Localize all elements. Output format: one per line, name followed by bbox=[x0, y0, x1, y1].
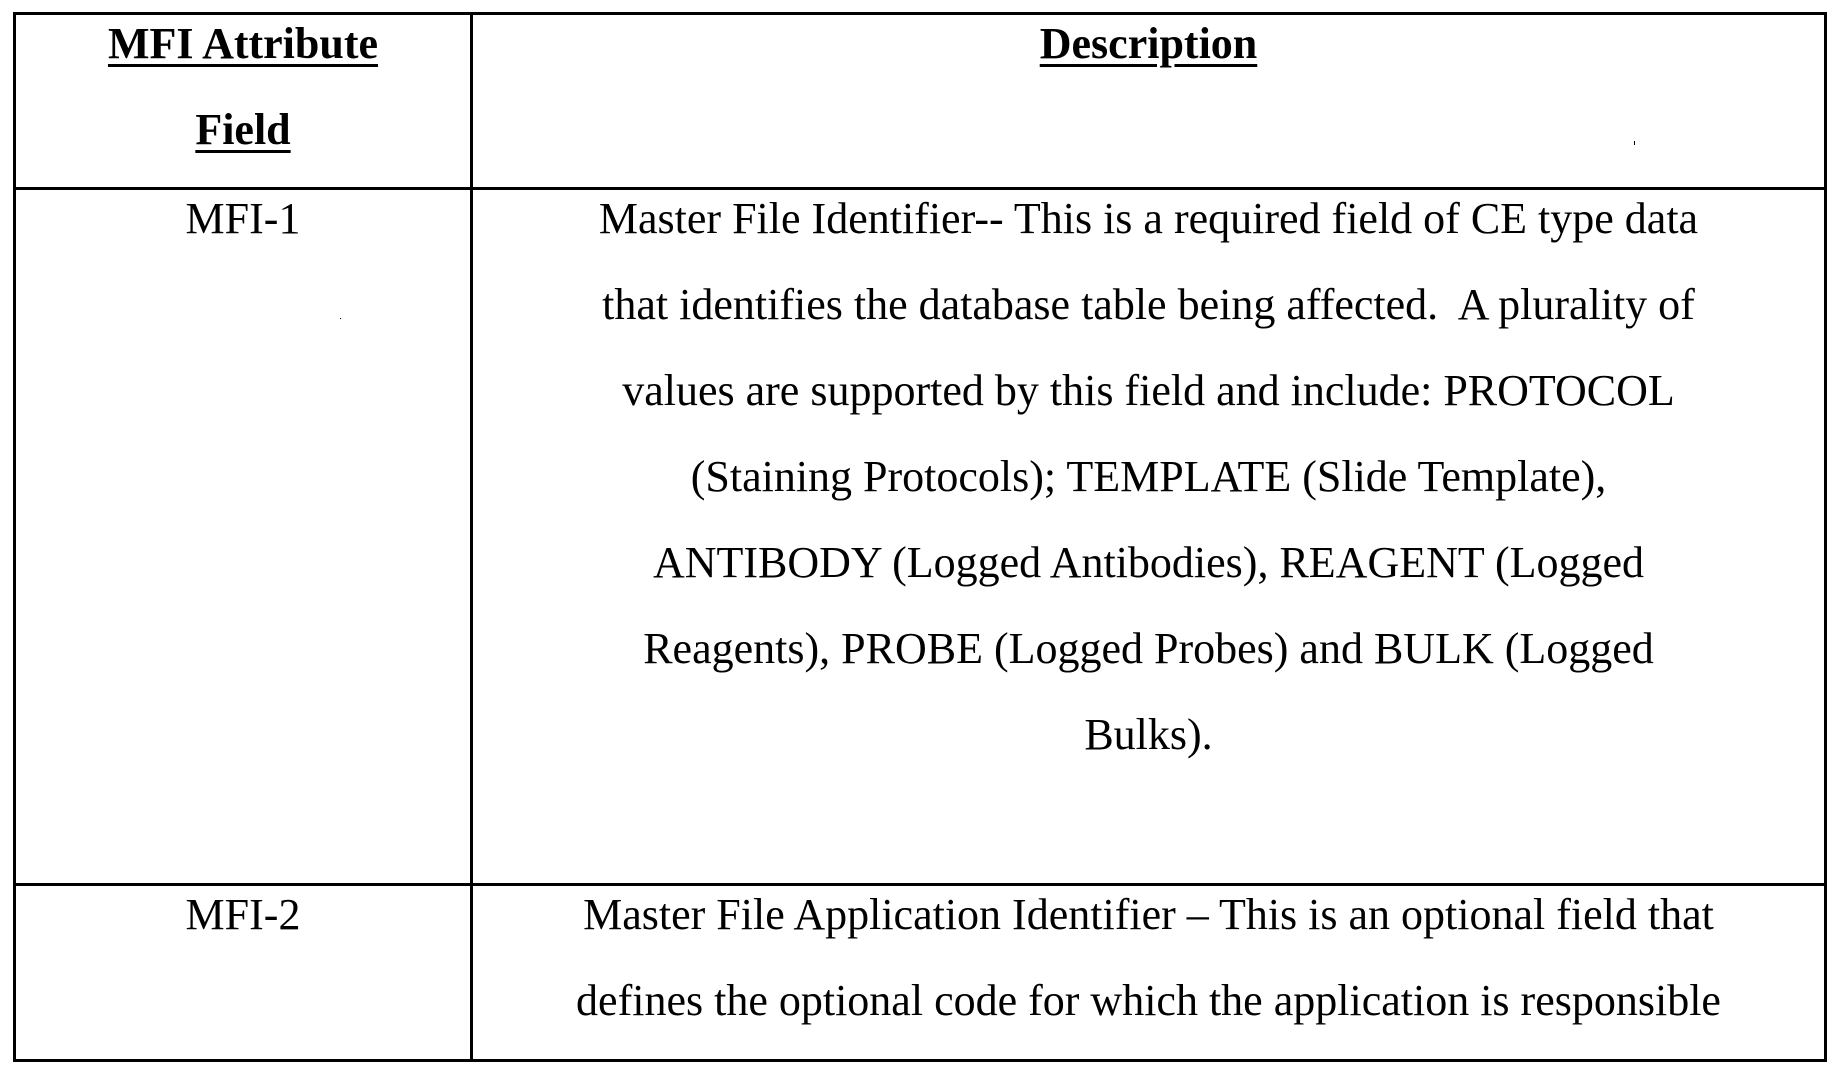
description-line: (Staining Protocols); TEMPLATE (Slide Template), bbox=[690, 452, 1607, 501]
field-cell bbox=[16, 886, 473, 1059]
header-cell-description bbox=[473, 15, 1824, 187]
description-line: Master File Application Identifier – This is an optional field that bbox=[583, 890, 1714, 939]
scan-speck bbox=[1634, 141, 1635, 145]
scan-speck bbox=[340, 318, 341, 319]
field-cell bbox=[16, 190, 473, 883]
description-line: Bulks). bbox=[1084, 710, 1213, 759]
description-line: Master File Identifier-- This is a required field of CE type data bbox=[598, 194, 1699, 243]
description-text bbox=[473, 190, 1824, 778]
table-header-row bbox=[16, 15, 1824, 190]
table-row bbox=[16, 886, 1824, 1059]
description-cell bbox=[473, 190, 1824, 883]
table-row bbox=[16, 190, 1824, 886]
description-line: defines the optional code for which the application is responsible bbox=[576, 976, 1721, 1025]
field-name: MFI-2 bbox=[185, 890, 301, 939]
description-line: Reagents), PROBE (Logged Probes) and BULK (Logged bbox=[643, 624, 1654, 673]
description-line: ANTIBODY (Logged Antibodies), REAGENT (Logged bbox=[652, 538, 1645, 587]
header-description-label bbox=[473, 15, 1824, 87]
header-description-text: Description bbox=[1039, 19, 1258, 68]
description-line: that identifies the database table being affected. A plurality of bbox=[602, 280, 1695, 329]
header-cell-field bbox=[16, 15, 473, 187]
field-name: MFI-1 bbox=[185, 194, 301, 243]
description-line: values are supported by this field and include: PROTOCOL bbox=[622, 366, 1675, 415]
description-cell bbox=[473, 886, 1824, 1059]
description-text bbox=[473, 886, 1824, 1044]
header-field-label bbox=[16, 15, 470, 173]
mfi-attribute-table bbox=[13, 12, 1827, 1062]
header-field-line-2: Field bbox=[195, 105, 291, 154]
header-field-line-1: MFI Attribute bbox=[107, 19, 379, 68]
